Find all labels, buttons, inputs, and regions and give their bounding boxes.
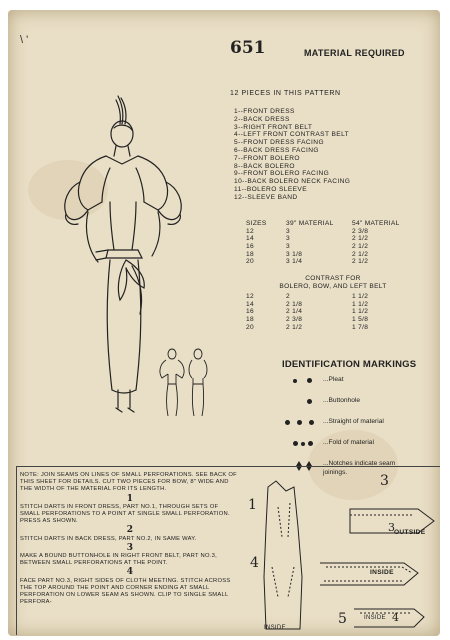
table-cell: 3 <box>286 235 290 243</box>
sewing-instructions <box>20 472 240 608</box>
identification-title: IDENTIFICATION MARKINGS <box>282 359 417 370</box>
table-cell: 2 1/8 <box>286 300 303 308</box>
table-cell: 16 <box>246 243 254 251</box>
table-cell: 2 1/2 <box>352 250 369 258</box>
outside-label: OUTSIDE <box>394 529 426 536</box>
step-number: 3 <box>126 542 134 553</box>
table-row <box>246 258 412 266</box>
piece-item: 4--LEFT FRONT CONTRAST BELT <box>234 131 350 139</box>
pleat-dots-icon <box>291 376 321 386</box>
fold-dots-icon <box>291 439 321 449</box>
step-text: FACE PART NO.3, RIGHT SIDES OF CLOTH MEETING. STITCH ACROSS THE TOP AROUND THE POINT AND CORNER ENDING AT SMALL PERFORATION ON LOWER SEAM AS SHOWN. CLIP TO SINGLE SMALL PERFORA- <box>20 577 231 606</box>
step-text: STITCH DARTS IN FRONT DRESS, PART NO.1, THROUGH SETS OF SMALL PERFORATIONS TO A POINT AT SINGLE SMALL PERFORATION. PRESS AS SHOWN. <box>20 503 230 525</box>
diagram-number: 5 <box>338 611 347 627</box>
construction-diagrams <box>242 466 440 636</box>
table-cell: 2 1/2 <box>352 258 369 266</box>
table-cell: 3 1/4 <box>286 258 303 266</box>
diagram-number: 4 <box>392 611 399 624</box>
contrast-heading-line: BOLERO, BOW, AND LEFT BELT <box>279 283 387 290</box>
corner-mark: \ ' <box>20 34 29 46</box>
table-cell: 1 1/2 <box>352 293 369 301</box>
table-cell: 20 <box>246 323 254 331</box>
piece-item: 10--BACK BOLERO NECK FACING <box>234 178 351 186</box>
marking-label: ...Straight of material <box>323 418 384 425</box>
buttonhole-dot-icon <box>291 397 321 407</box>
table-header-row <box>246 220 412 228</box>
table-row <box>246 235 412 243</box>
diagram-number: 1 <box>248 497 257 513</box>
step-number: 1 <box>126 493 134 504</box>
diagram-number: 3 <box>388 521 395 534</box>
step-number: 2 <box>126 525 134 536</box>
inside-label: INSIDE <box>264 625 286 631</box>
table-cell: 2 1/2 <box>352 243 369 251</box>
table-row <box>246 316 412 324</box>
piece-item: 9--FRONT BOLERO FACING <box>234 170 330 178</box>
pieces-count: 12 PIECES IN THIS PATTERN <box>230 90 341 97</box>
material-required-title: MATERIAL REQUIRED <box>304 48 405 58</box>
table-cell: 2 <box>286 293 290 301</box>
back-view-illustration <box>156 348 214 418</box>
piece-item: 7--FRONT BOLERO <box>234 154 300 162</box>
pieces-list <box>234 108 350 202</box>
piece-item: 2--BACK DRESS <box>234 115 290 123</box>
table-cell: 2 1/2 <box>286 323 303 331</box>
marking-label: ...Pleat <box>323 376 344 383</box>
table-cell: 3 <box>286 227 290 235</box>
piece-item: 6--BACK DRESS FACING <box>234 146 319 154</box>
table-row <box>246 323 412 331</box>
column-header: 54" MATERIAL <box>352 220 400 228</box>
piece-item: 11--BOLERO SLEEVE <box>234 185 308 193</box>
piece-item: 3--RIGHT FRONT BELT <box>234 123 313 131</box>
table-cell: 3 <box>286 243 290 251</box>
table-cell: 1 1/2 <box>352 308 369 316</box>
table-cell: 2 3/8 <box>286 316 303 324</box>
table-cell: 14 <box>246 235 254 243</box>
piece-item: 1--FRONT DRESS <box>234 108 295 115</box>
diagram-number: 4 <box>250 555 259 571</box>
inside-label: INSIDE <box>364 615 386 621</box>
step-number: 4 <box>126 567 134 578</box>
step-text: STITCH DARTS IN BACK DRESS, PART NO.2, IN SAME WAY. <box>20 535 197 542</box>
table-row <box>246 250 412 258</box>
table-row <box>246 293 412 301</box>
contrast-table <box>246 293 412 331</box>
pattern-envelope-sheet <box>8 10 440 636</box>
table-cell: 12 <box>246 293 254 301</box>
marking-label: ...Buttonhole <box>323 397 361 404</box>
table-cell: 18 <box>246 316 254 324</box>
table-row <box>246 301 412 309</box>
table-cell: 14 <box>246 300 254 308</box>
table-row <box>246 243 412 251</box>
table-cell: 18 <box>246 250 254 258</box>
column-header: 39" MATERIAL <box>286 220 334 228</box>
table-cell: 3 1/8 <box>286 250 303 258</box>
diagram-number: 3 <box>380 473 389 489</box>
marking-label: joinings. <box>323 469 348 476</box>
table-cell: 2 1/4 <box>286 308 303 316</box>
pattern-number: 651 <box>230 38 266 58</box>
piece-item: 8--BACK BOLERO <box>234 162 295 170</box>
piece-item: 12--SLEEVE BAND <box>234 193 298 201</box>
table-cell: 1 1/2 <box>352 300 369 308</box>
instructions-note: NOTE: JOIN SEAMS ON LINES OF SMALL PERFORATIONS. SEE BACK OF THIS SHEET FOR DETAILS. CUT TWO PIECES FOR BOW, 8" WIDE AND THE WIDTH OF THE MATERIAL FOR ITS LENGTH. <box>20 472 237 493</box>
straight-material-dots-icon <box>291 418 321 428</box>
table-cell: 2 1/2 <box>352 235 369 243</box>
contrast-heading-line: CONTRAST FOR <box>305 275 361 282</box>
table-cell: 1 5/8 <box>352 316 369 324</box>
table-cell: 12 <box>246 227 254 235</box>
diagram-drawings <box>242 467 440 636</box>
marking-label: ...Fold of material <box>323 439 374 446</box>
table-cell: 20 <box>246 258 254 266</box>
table-cell: 2 3/8 <box>352 227 369 235</box>
material-table <box>246 220 412 266</box>
piece-item: 5--FRONT DRESS FACING <box>234 139 324 147</box>
column-header: SIZES <box>246 220 267 228</box>
step-text: MAKE A BOUND BUTTONHOLE IN RIGHT FRONT BELT, PART NO.3, BETWEEN SMALL PERFORATIONS AT THE POINT. <box>20 553 217 567</box>
table-row <box>246 228 412 236</box>
table-cell: 1 7/8 <box>352 323 369 331</box>
table-cell: 16 <box>246 308 254 316</box>
table-row <box>246 308 412 316</box>
contrast-heading <box>258 275 408 291</box>
inside-label: INSIDE <box>370 569 394 576</box>
marking-label: ...Notches indicate seam <box>323 460 396 467</box>
